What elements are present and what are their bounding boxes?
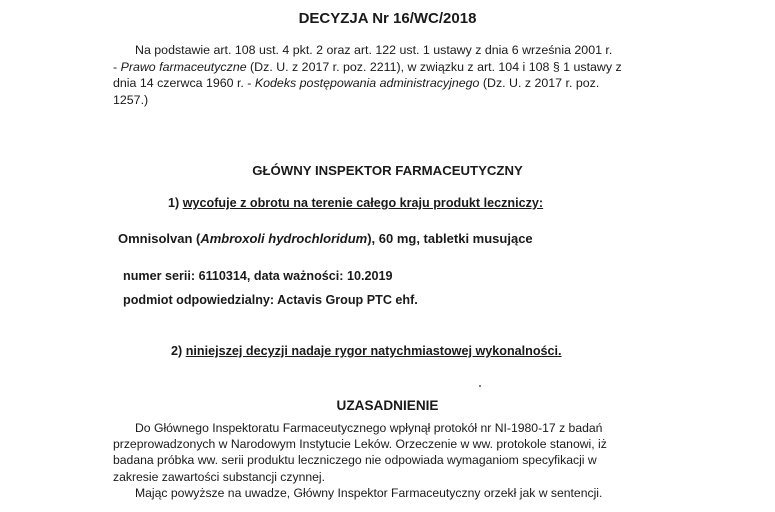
legal-basis-line-2-rest: (Dz. U. z 2017 r. poz. 2211), w związku z art. 104 i 108 § 1 ustawy z xyxy=(246,59,622,74)
justification-line-1: Do Głównego Inspektoratu Farmaceutycznego wpłynął protokół nr NI-1980-17 z badań xyxy=(135,421,603,435)
serial-number: numer serii: 6110314, data ważności: 10.2019 xyxy=(123,269,393,283)
decision-title: DECYZJA Nr 16/WC/2018 xyxy=(298,10,477,27)
product-line xyxy=(118,231,533,246)
justification-line-5: Mając powyższe na uwadze, Główny Inspektor Farmaceutyczny orzekł jak w sentencji. xyxy=(135,485,603,500)
legal-basis-dash: - xyxy=(113,59,121,74)
product-name: Omnisolvan ( xyxy=(118,231,201,246)
act-admin-code: Kodeks postępowania administracyjnego xyxy=(254,76,480,90)
item-2-number: 2) xyxy=(171,344,183,358)
responsible-entity: podmiot odpowiedzialny: Actavis Group PTC ehf. xyxy=(123,293,418,307)
decision-item-1 xyxy=(168,196,543,210)
legal-basis-line-3-rest: (Dz. U. z 2017 r. poz. xyxy=(479,76,600,90)
product-substance: Ambroxoli hydrochloridum xyxy=(200,231,368,246)
justification-heading: UZASADNIENIE xyxy=(336,398,439,413)
legal-basis-line-4: 1257.) xyxy=(113,92,149,107)
justification-line-3: badana próbka ww. serii produktu leczniczego nie odpowiada wymaganiom specyfikacji w xyxy=(113,453,597,468)
legal-basis-line-3-prefix: dnia 14 czerwca 1960 r. - xyxy=(113,76,255,90)
justification-text xyxy=(113,420,696,501)
item-2-text: niniejszej decyzji nadaje rygor natychmiastowej wykonalności. xyxy=(185,344,562,358)
legal-basis-line-2 xyxy=(113,59,693,76)
legal-basis xyxy=(113,42,693,108)
act-pharma-law: Prawo farmaceutyczne xyxy=(120,59,247,74)
decision-item-2 xyxy=(171,344,562,358)
item-1-text: wycofuje z obrotu na terenie całego kraju produkt leczniczy: xyxy=(182,196,544,210)
legal-basis-line-3 xyxy=(113,75,693,92)
authority-heading: GŁÓWNY INSPEKTOR FARMACEUTYCZNY xyxy=(252,163,523,178)
legal-basis-line-1: Na podstawie art. 108 ust. 4 pkt. 2 oraz art. 122 ust. 1 ustawy z dnia 6 września 2001 r. xyxy=(135,43,613,57)
justification-line-4: zakresie zawartości substancji czynnej. xyxy=(113,469,326,484)
item-1-number: 1) xyxy=(168,196,180,210)
justification-line-2: przeprowadzonych w Narodowym Instytucie Leków. Orzeczenie w ww. protokole stanowi, iż xyxy=(113,437,607,452)
product-details: ), 60 mg, tabletki musujące xyxy=(367,231,533,246)
scan-speck xyxy=(479,385,481,387)
